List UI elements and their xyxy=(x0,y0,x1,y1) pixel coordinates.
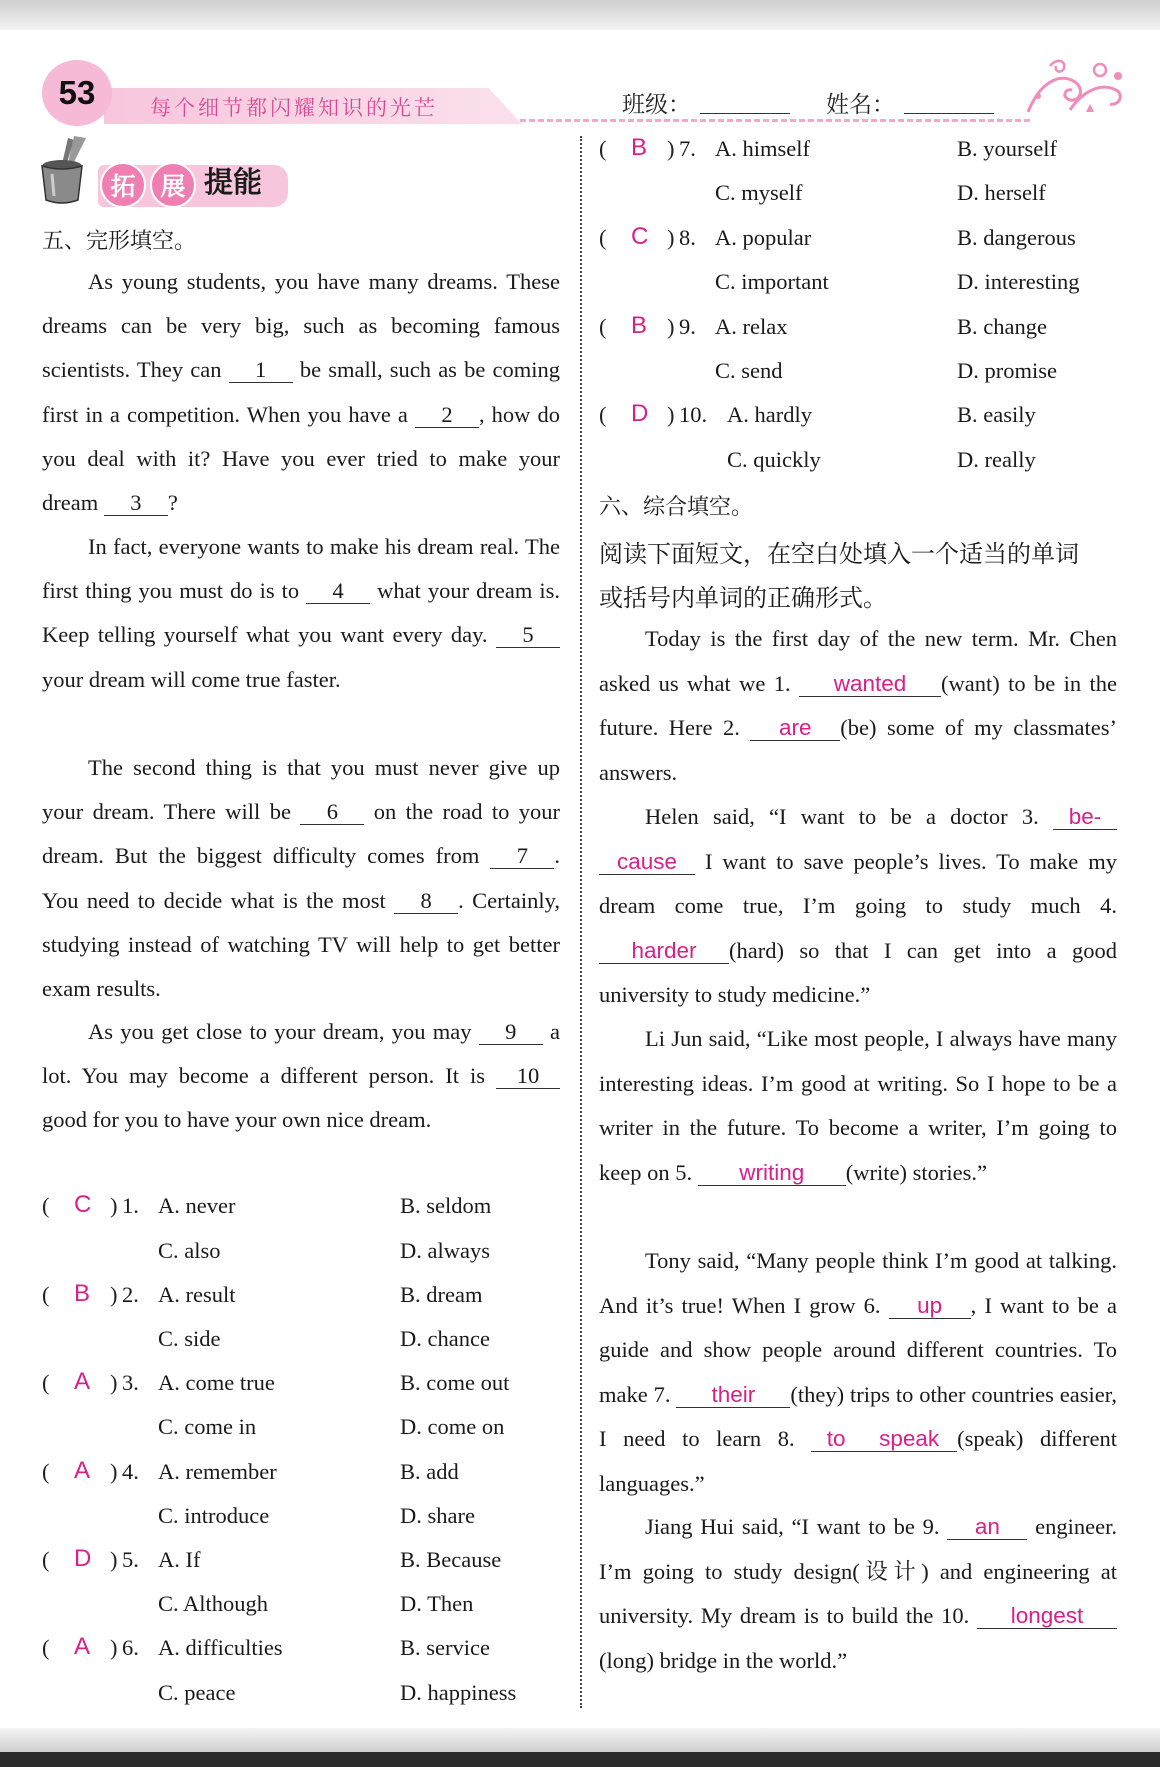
option-9b: B. change xyxy=(957,314,1047,339)
paint-bucket-icon xyxy=(38,136,94,206)
header-divider xyxy=(520,119,1030,122)
answer-6: A xyxy=(74,1633,91,1660)
fill-paragraph-2: Helen said, “I want to be a doctor 3. be-cause I want to save people’s lives. To make my dream come true, I’m going to study much 4. harder (hard) so that I can get into a good university to study medicine.” xyxy=(599,804,1117,1007)
floral-ornament-icon xyxy=(1020,52,1126,124)
answer-10: D xyxy=(631,400,649,427)
blank-1: 1 xyxy=(229,358,293,383)
answer-blank-4: harder xyxy=(599,939,729,964)
answer-5: D xyxy=(74,1545,92,1572)
option-8b: B. dangerous xyxy=(957,225,1076,250)
option-6c: C. peace xyxy=(158,1680,236,1705)
banner-char-1: 拓 xyxy=(100,162,146,208)
p2-part-1: Helen said, “I want to be a doctor 3. xyxy=(645,804,1053,829)
blank-7: 7 xyxy=(490,844,554,869)
answer-blank-8a: to xyxy=(811,1427,861,1452)
class-field[interactable] xyxy=(700,113,790,114)
option-1c: C. also xyxy=(158,1238,221,1263)
option-5c: C. Although xyxy=(158,1591,269,1616)
option-7a: A. himself xyxy=(715,136,810,161)
option-9a: A. relax xyxy=(715,314,788,339)
section6-instruction-2: 或括号内单词的正确形式。 xyxy=(599,584,887,612)
option-5d: D. Then xyxy=(400,1591,474,1616)
blank-6: 6 xyxy=(300,800,364,825)
answer-blank-5: writing xyxy=(698,1161,846,1186)
cloze-paragraph-4: As you get close to your dream, you may 9 a lot. You may become a different person. It is 10 good for you to have your own nice dream. xyxy=(42,1019,560,1133)
cloze-paragraph-3: The second thing is that you must never give up your dream. There will be 6 on the road to your dream. But the biggest difficulty comes from 7 . You need to decide what is the most 8 . Certainly, studying instead of watching TV will help to get better exam results. xyxy=(42,755,560,1002)
answer-blank-9: an xyxy=(947,1515,1027,1540)
option-2b: B. dream xyxy=(400,1282,483,1307)
blank-4: 4 xyxy=(306,579,370,604)
answer-3: A xyxy=(74,1368,91,1395)
cloze-paragraph-2: In fact, everyone wants to make his dream real. The first thing you must do is to 4 what your dream is. Keep telling yourself what you want every day. 5 your dream will come true faster. xyxy=(42,534,560,692)
answer-9: B xyxy=(631,312,648,339)
banner-title: 提能 xyxy=(204,165,263,199)
option-4c: C. introduce xyxy=(158,1503,270,1528)
fill-paragraph-4: Tony said, “Many people think I’m good at talking. And it’s true! When I grow 6. up , I want to be a guide and show people around different countries. To make 7. their (they) trips to other countries easier, I need to learn 8. to speak (speak) different languages.” xyxy=(599,1248,1118,1496)
blank-3: 3 xyxy=(104,491,168,516)
option-2d: D. chance xyxy=(400,1326,490,1351)
answer-2: B xyxy=(74,1280,91,1307)
class-label: 班级： xyxy=(622,92,691,118)
screen-bottom-bar xyxy=(0,1752,1160,1767)
option-8c: C. important xyxy=(715,269,829,294)
option-9d: D. promise xyxy=(957,358,1057,383)
page-number: 53 xyxy=(58,74,96,111)
option-6b: B. service xyxy=(400,1635,490,1660)
answer-blank-6: up xyxy=(889,1294,971,1319)
banner-char-2: 展 xyxy=(150,162,196,208)
answer-7: B xyxy=(631,134,648,161)
option-10a: A. hardly xyxy=(727,402,812,427)
option-10d: D. really xyxy=(957,447,1036,472)
option-3c: C. come in xyxy=(158,1414,257,1439)
column-divider xyxy=(580,136,582,1708)
answer-1: C xyxy=(74,1191,92,1218)
option-3d: D. come on xyxy=(400,1414,505,1439)
option-2a: A. result xyxy=(158,1282,236,1307)
fill-paragraph-5: Jiang Hui said, “I want to be 9. an engineer. I’m going to study design(设计) and engineering at university. My dream is to build the 10. longest(long) bridge in the world.” xyxy=(599,1514,1117,1673)
section6-instruction-1: 阅读下面短文，在空白处填入一个适当的单词 xyxy=(599,540,1079,568)
page-number-badge xyxy=(42,60,112,126)
option-4b: B. add xyxy=(400,1459,459,1484)
option-2c: C. side xyxy=(158,1326,221,1351)
option-5a: A. If xyxy=(158,1547,201,1572)
option-10c: C. quickly xyxy=(727,447,821,472)
fill-paragraph-1: Today is the first day of the new term. Mr. Chen asked us what we 1. wanted (want) to be in the future. Here 2. are (be) some of my classmates’ answers. xyxy=(599,626,1117,785)
answer-blank-2: are xyxy=(750,716,840,741)
answer-4: A xyxy=(74,1457,91,1484)
option-4d: D. share xyxy=(400,1503,475,1528)
option-3b: B. come out xyxy=(400,1370,510,1395)
fill-paragraph-3: Li Jun said, “Like most people, I always have many interesting ideas. I’m good at writing. So I hope to be a writer in the future. To become a writer, I’m going to keep on 5. writing (write) stories.” xyxy=(599,1026,1117,1185)
section5-heading: 五、完形填空。 xyxy=(42,229,197,254)
cloze-paragraph-1: As young students, you have many dreams. These dreams can be very big, such as becoming famous scientists. They can 1 be small, such as be coming first in a competition. When you have a 2 , how do you deal with it? Have you ever tried to make your dream 3 ? xyxy=(42,269,560,516)
option-6d: D. happiness xyxy=(400,1680,517,1705)
option-3a: A. come true xyxy=(158,1370,275,1395)
blank-9: 9 xyxy=(479,1020,543,1045)
blank-5: 5 xyxy=(496,623,560,648)
section6-heading: 六、综合填空。 xyxy=(599,495,754,520)
answer-blank-8b: speak xyxy=(861,1427,957,1452)
option-1b: B. seldom xyxy=(400,1193,492,1218)
answer-blank-10: longest xyxy=(977,1604,1117,1629)
option-7d: D. herself xyxy=(957,180,1046,205)
name-label: 姓名： xyxy=(826,92,895,118)
option-7b: B. yourself xyxy=(957,136,1057,161)
page-bottom-edge xyxy=(0,1728,1160,1752)
option-4a: A. remember xyxy=(158,1459,277,1484)
option-1d: D. always xyxy=(400,1238,490,1263)
option-7c: C. myself xyxy=(715,180,803,205)
option-1a: A. never xyxy=(158,1193,236,1218)
blank-2: 2 xyxy=(415,403,479,428)
option-10b: B. easily xyxy=(957,402,1036,427)
option-6a: A. difficulties xyxy=(158,1635,283,1660)
answer-blank-3b: cause xyxy=(599,850,695,875)
blank-10: 10 xyxy=(496,1064,560,1089)
option-5b: B. Because xyxy=(400,1547,502,1572)
page-top-edge xyxy=(0,0,1160,30)
slogan-text: 每个细节都闪耀知识的光芒 xyxy=(150,96,438,120)
option-8a: A. popular xyxy=(715,225,812,250)
option-9c: C. send xyxy=(715,358,783,383)
answer-blank-3a: be- xyxy=(1053,805,1117,830)
answer-8: C xyxy=(631,223,649,250)
option-8d: D. interesting xyxy=(957,269,1080,294)
blank-8: 8 xyxy=(394,889,458,914)
answer-blank-7: their xyxy=(676,1383,790,1408)
answer-blank-1: wanted xyxy=(799,672,941,697)
name-field[interactable] xyxy=(904,113,994,114)
